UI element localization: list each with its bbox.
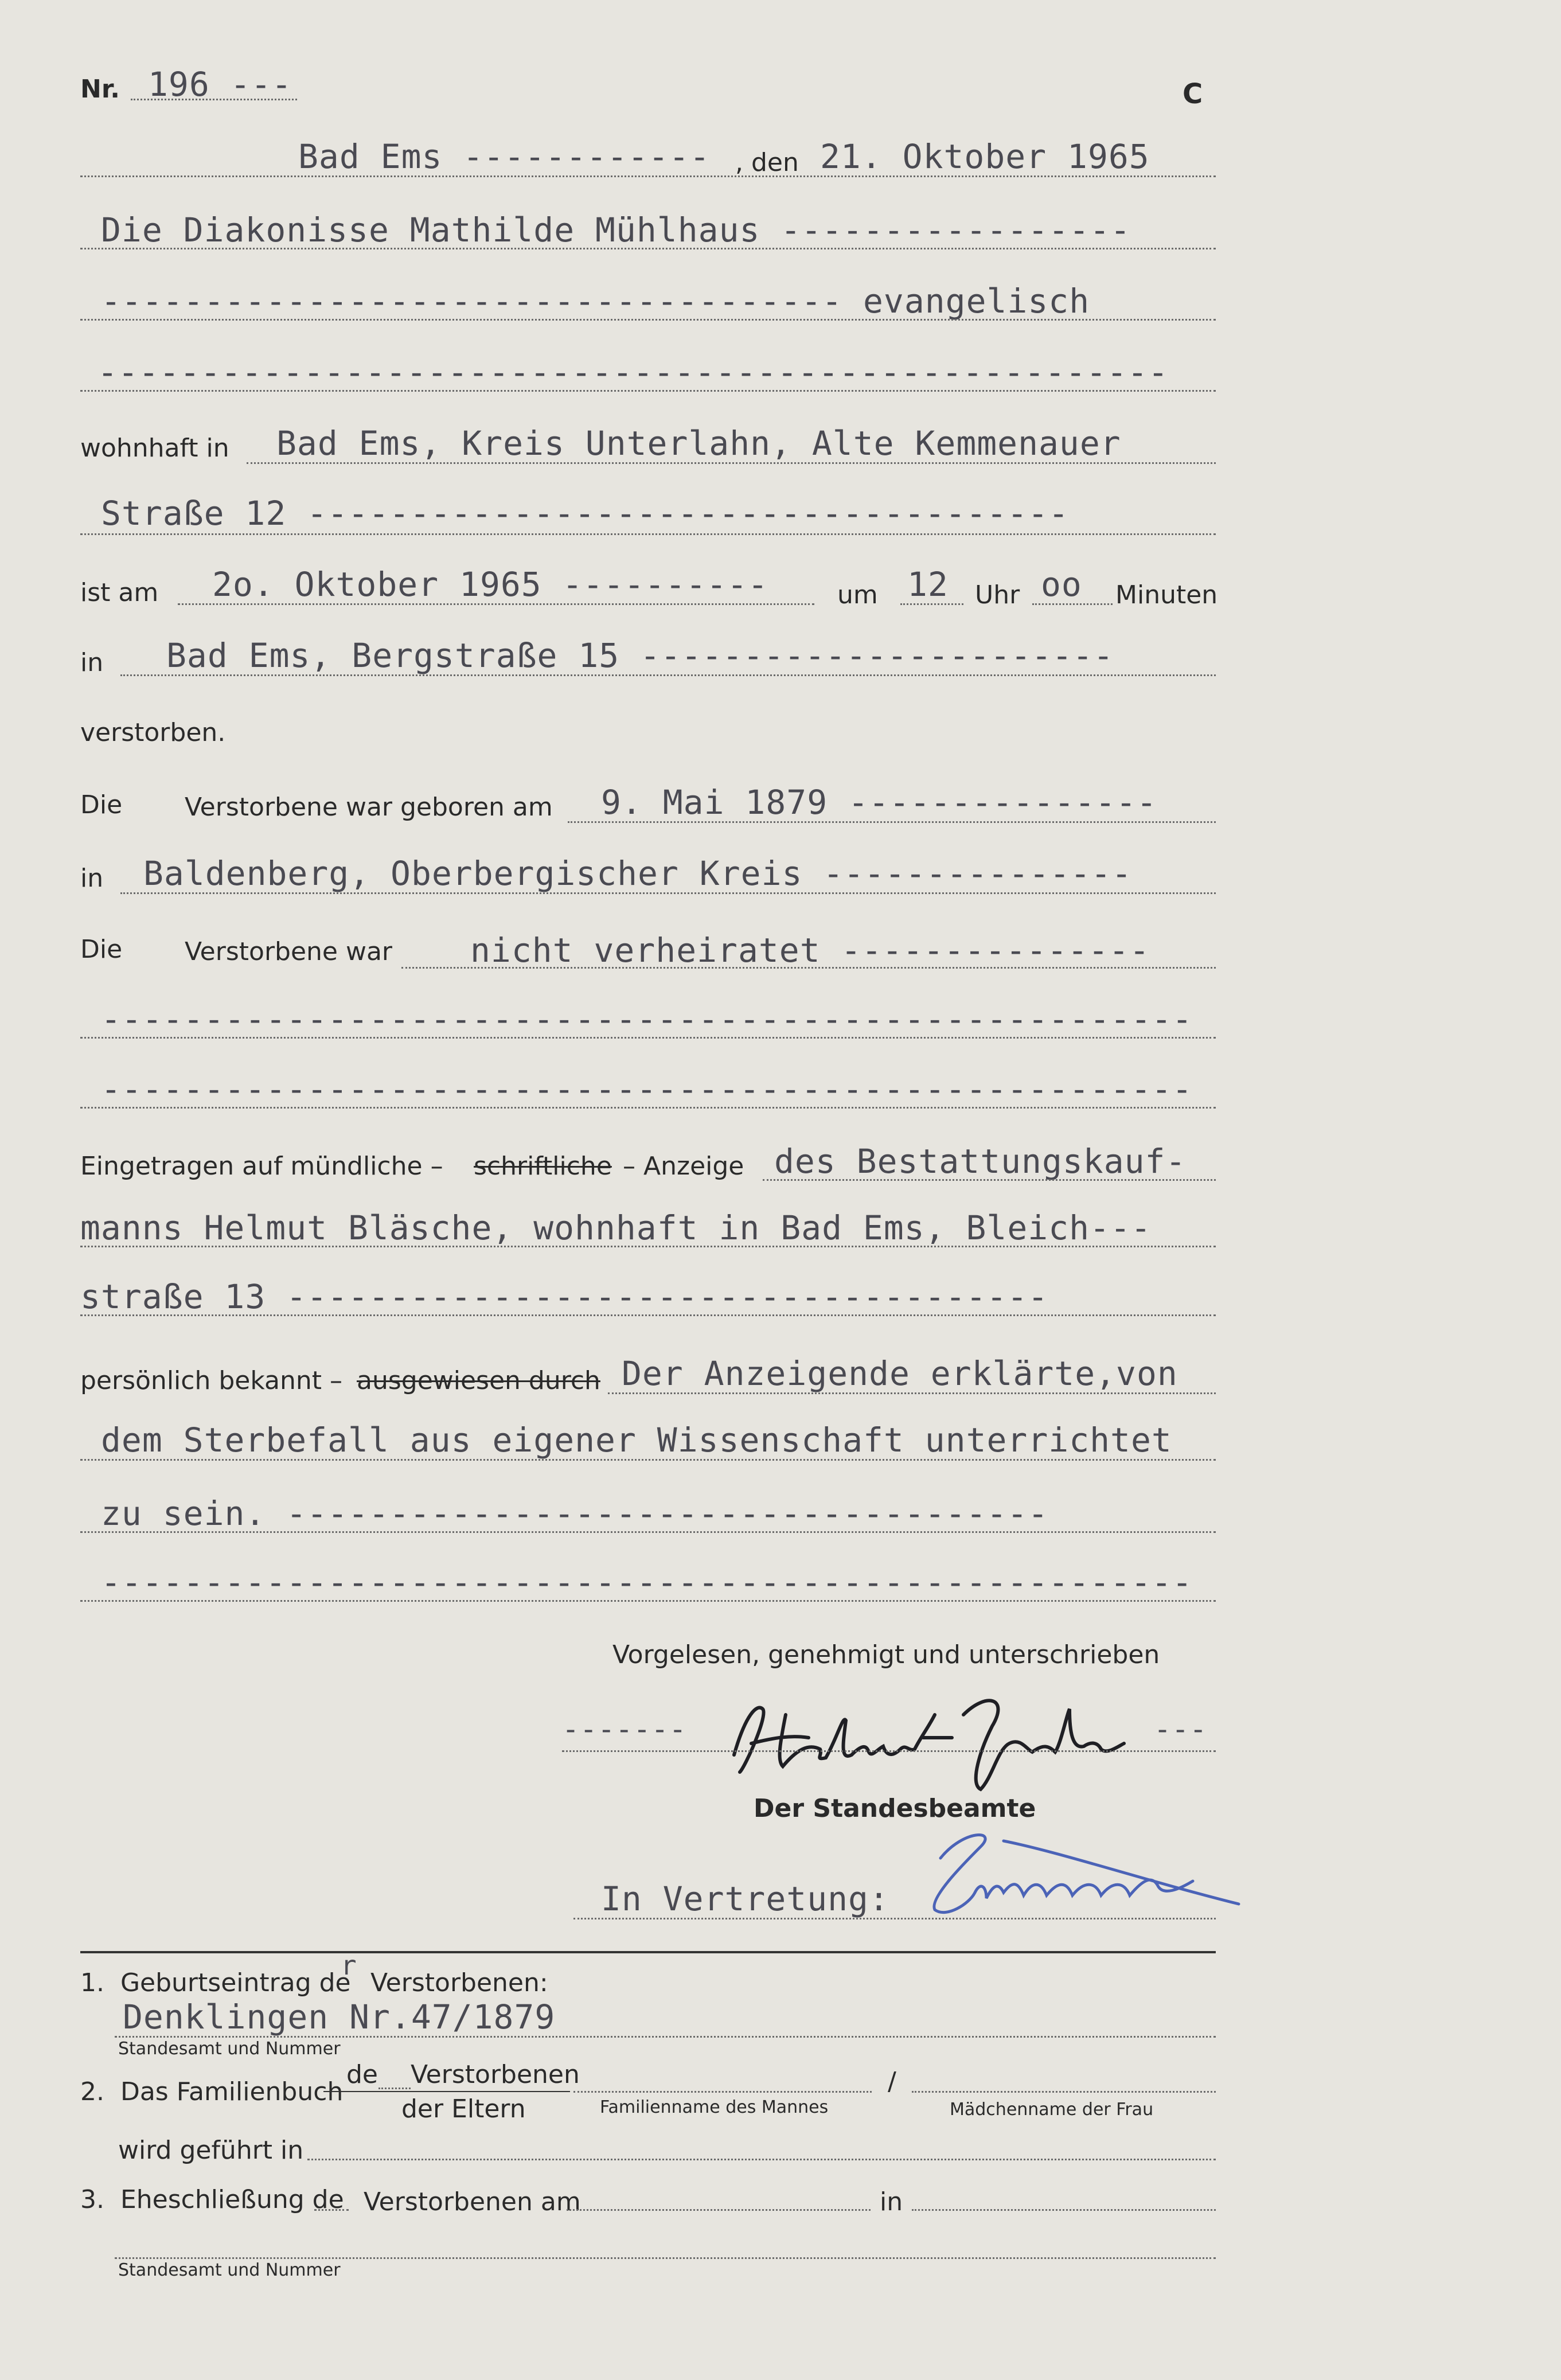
item2-slash: / bbox=[888, 2067, 896, 2096]
marital-die-prefix: Die bbox=[80, 935, 123, 964]
residence-line-1: Bad Ems, Kreis Unterlahn, Alte Kemmenauer bbox=[276, 424, 1121, 463]
identity-label-struck: ausgewiesen durch bbox=[357, 1366, 600, 1395]
um-label: um bbox=[837, 580, 878, 610]
item2-woman-line bbox=[912, 2091, 1216, 2093]
person-filler: ---------------------------------------------------- bbox=[97, 353, 1169, 392]
registration-label-b: – Anzeige bbox=[623, 1152, 744, 1181]
registration-dotline-2 bbox=[80, 1246, 1216, 1247]
footer-rule bbox=[80, 1951, 1216, 1953]
place-date-line bbox=[80, 175, 1216, 177]
person-line-1 bbox=[80, 248, 1216, 249]
date-value: 21. Oktober 1965 bbox=[820, 137, 1150, 176]
registration-dotline-3 bbox=[80, 1314, 1216, 1316]
registration-line-1: des Bestattungskauf- bbox=[774, 1142, 1187, 1181]
marital-line-1 bbox=[401, 967, 1216, 969]
marital-filler-2: ----------------------------------------------------- bbox=[101, 1070, 1193, 1109]
sig-dash-right: --- bbox=[1154, 1712, 1208, 1746]
item2-woman-caption: Mädchenname der Frau bbox=[950, 2100, 1154, 2120]
item1-value: Denklingen Nr.47/1879 bbox=[123, 1997, 556, 2036]
residence-label: wohnhaft in bbox=[80, 434, 229, 463]
marital-filler-1: ----------------------------------------------------- bbox=[101, 1000, 1193, 1039]
verstorben-label: verstorben. bbox=[80, 718, 226, 747]
record-number: 196 --- bbox=[148, 65, 292, 104]
item3-verstorbenen: Verstorbenen am bbox=[364, 2187, 581, 2217]
birth-place: Baldenberg, Oberbergischer Kreis --------------- bbox=[143, 854, 1133, 893]
nr-line bbox=[131, 99, 297, 100]
nr-label: Nr. bbox=[80, 75, 120, 104]
identity-dotline-3 bbox=[80, 1531, 1216, 1533]
wird-gefuehrt-line bbox=[307, 2159, 1216, 2160]
item1-r: r bbox=[341, 1950, 357, 1981]
registration-dotline-1 bbox=[763, 1179, 1216, 1181]
item3-registry-line bbox=[115, 2257, 1216, 2259]
informant-signature bbox=[723, 1680, 1141, 1795]
residence-dotline-2 bbox=[80, 533, 1216, 535]
identity-dotline-2 bbox=[80, 1459, 1216, 1461]
minutes-line bbox=[1032, 603, 1113, 605]
item2-fraction-rule bbox=[323, 2091, 570, 2092]
item1-line bbox=[115, 2036, 1216, 2038]
uhr-label: Uhr bbox=[975, 580, 1020, 610]
death-minutes: oo bbox=[1041, 565, 1082, 604]
death-place: Bad Ems, Bergstraße 15 ----------------------- bbox=[166, 636, 1114, 675]
death-place-line bbox=[120, 674, 1216, 676]
identity-line-1: Der Anzeigende erklärte,von bbox=[622, 1354, 1178, 1393]
identity-dotline-4 bbox=[80, 1600, 1216, 1602]
item3-place-line bbox=[912, 2209, 1216, 2211]
marital-line-2 bbox=[80, 1037, 1216, 1039]
minuten-label: Minuten bbox=[1115, 580, 1218, 610]
item3-de-dots bbox=[314, 2209, 349, 2211]
deputy-signature bbox=[918, 1818, 1250, 1927]
death-date-line bbox=[178, 603, 814, 605]
registrar-title: Der Standesbeamte bbox=[754, 1794, 1036, 1823]
deputy-label: In Vertretung: bbox=[601, 1879, 889, 1918]
form-letter: C bbox=[1183, 78, 1203, 110]
residence-dotline-1 bbox=[247, 462, 1216, 464]
marital-line-3 bbox=[80, 1107, 1216, 1109]
registration-label-struck: schriftliche bbox=[474, 1152, 612, 1181]
marital-status: nicht verheiratet --------------- bbox=[470, 931, 1150, 970]
identity-line-3: zu sein. ------------------------------------- bbox=[101, 1494, 1049, 1533]
death-hour: 12 bbox=[907, 565, 949, 604]
item1-label-b: Verstorbenen: bbox=[370, 1968, 548, 1997]
death-in-label: in bbox=[80, 648, 104, 677]
item3-caption: Standesamt und Nummer bbox=[118, 2260, 341, 2280]
item2-de-dots bbox=[378, 2088, 411, 2089]
marital-label: Verstorbene war bbox=[185, 937, 393, 966]
birth-date-line bbox=[568, 821, 1216, 823]
item1-caption: Standesamt und Nummer bbox=[118, 2039, 341, 2059]
item1-label: 1. Geburtseintrag de bbox=[80, 1968, 351, 1997]
place-value: Bad Ems ------------ bbox=[298, 137, 711, 176]
signature-line bbox=[562, 1750, 1216, 1752]
person-line-3 bbox=[80, 390, 1216, 392]
identity-line-4: ----------------------------------------------------- bbox=[101, 1563, 1193, 1602]
birth-die-prefix: Die bbox=[80, 790, 123, 820]
item3-label: 3. Eheschließung de bbox=[80, 2185, 344, 2214]
ist-am-label: ist am bbox=[80, 578, 159, 607]
registration-label-a: Eingetragen auf mündliche – bbox=[80, 1152, 443, 1181]
registration-line-3: straße 13 ------------------------------------- bbox=[80, 1277, 1049, 1316]
registration-line-2: manns Helmut Bläsche, wohnhaft in Bad Ems, Bleich--- bbox=[80, 1208, 1152, 1247]
hour-line bbox=[900, 603, 963, 605]
person-name: Die Diakonisse Mathilde Mühlhaus ----------------- bbox=[101, 210, 1131, 249]
identity-dotline-1 bbox=[608, 1392, 1216, 1394]
person-religion: ------------------------------------ evangelisch bbox=[101, 282, 1090, 321]
death-date: 2o. Oktober 1965 ---------- bbox=[212, 565, 768, 604]
identity-line-2: dem Sterbefall aus eigener Wissenschaft unterrichtet bbox=[101, 1421, 1172, 1460]
approved-statement: Vorgelesen, genehmigt und unterschrieben bbox=[612, 1640, 1160, 1669]
den-label: , den bbox=[735, 148, 799, 177]
item2-man-caption: Familienname des Mannes bbox=[600, 2097, 829, 2117]
residence-line-2: Straße 12 ------------------------------------- bbox=[101, 494, 1070, 533]
item2-de: de bbox=[346, 2060, 378, 2089]
birth-label: Verstorbene war geboren am bbox=[185, 793, 553, 822]
identity-label-a: persönlich bekannt – bbox=[80, 1366, 343, 1395]
item3-date-line bbox=[567, 2209, 871, 2211]
item2-eltern: der Eltern bbox=[401, 2094, 526, 2124]
sig-dash-left: ------- bbox=[562, 1712, 687, 1746]
birth-in-label: in bbox=[80, 864, 104, 893]
item2-verstorbenen: Verstorbenen bbox=[411, 2060, 580, 2089]
item2-label: 2. Das Familienbuch bbox=[80, 2077, 344, 2106]
item2-man-line bbox=[573, 2091, 872, 2093]
birth-date: 9. Mai 1879 --------------- bbox=[601, 783, 1157, 822]
wird-gefuehrt-label: wird geführt in bbox=[118, 2136, 304, 2165]
birth-place-line bbox=[120, 892, 1216, 894]
person-line-2 bbox=[80, 319, 1216, 321]
item3-in: in bbox=[880, 2187, 903, 2217]
